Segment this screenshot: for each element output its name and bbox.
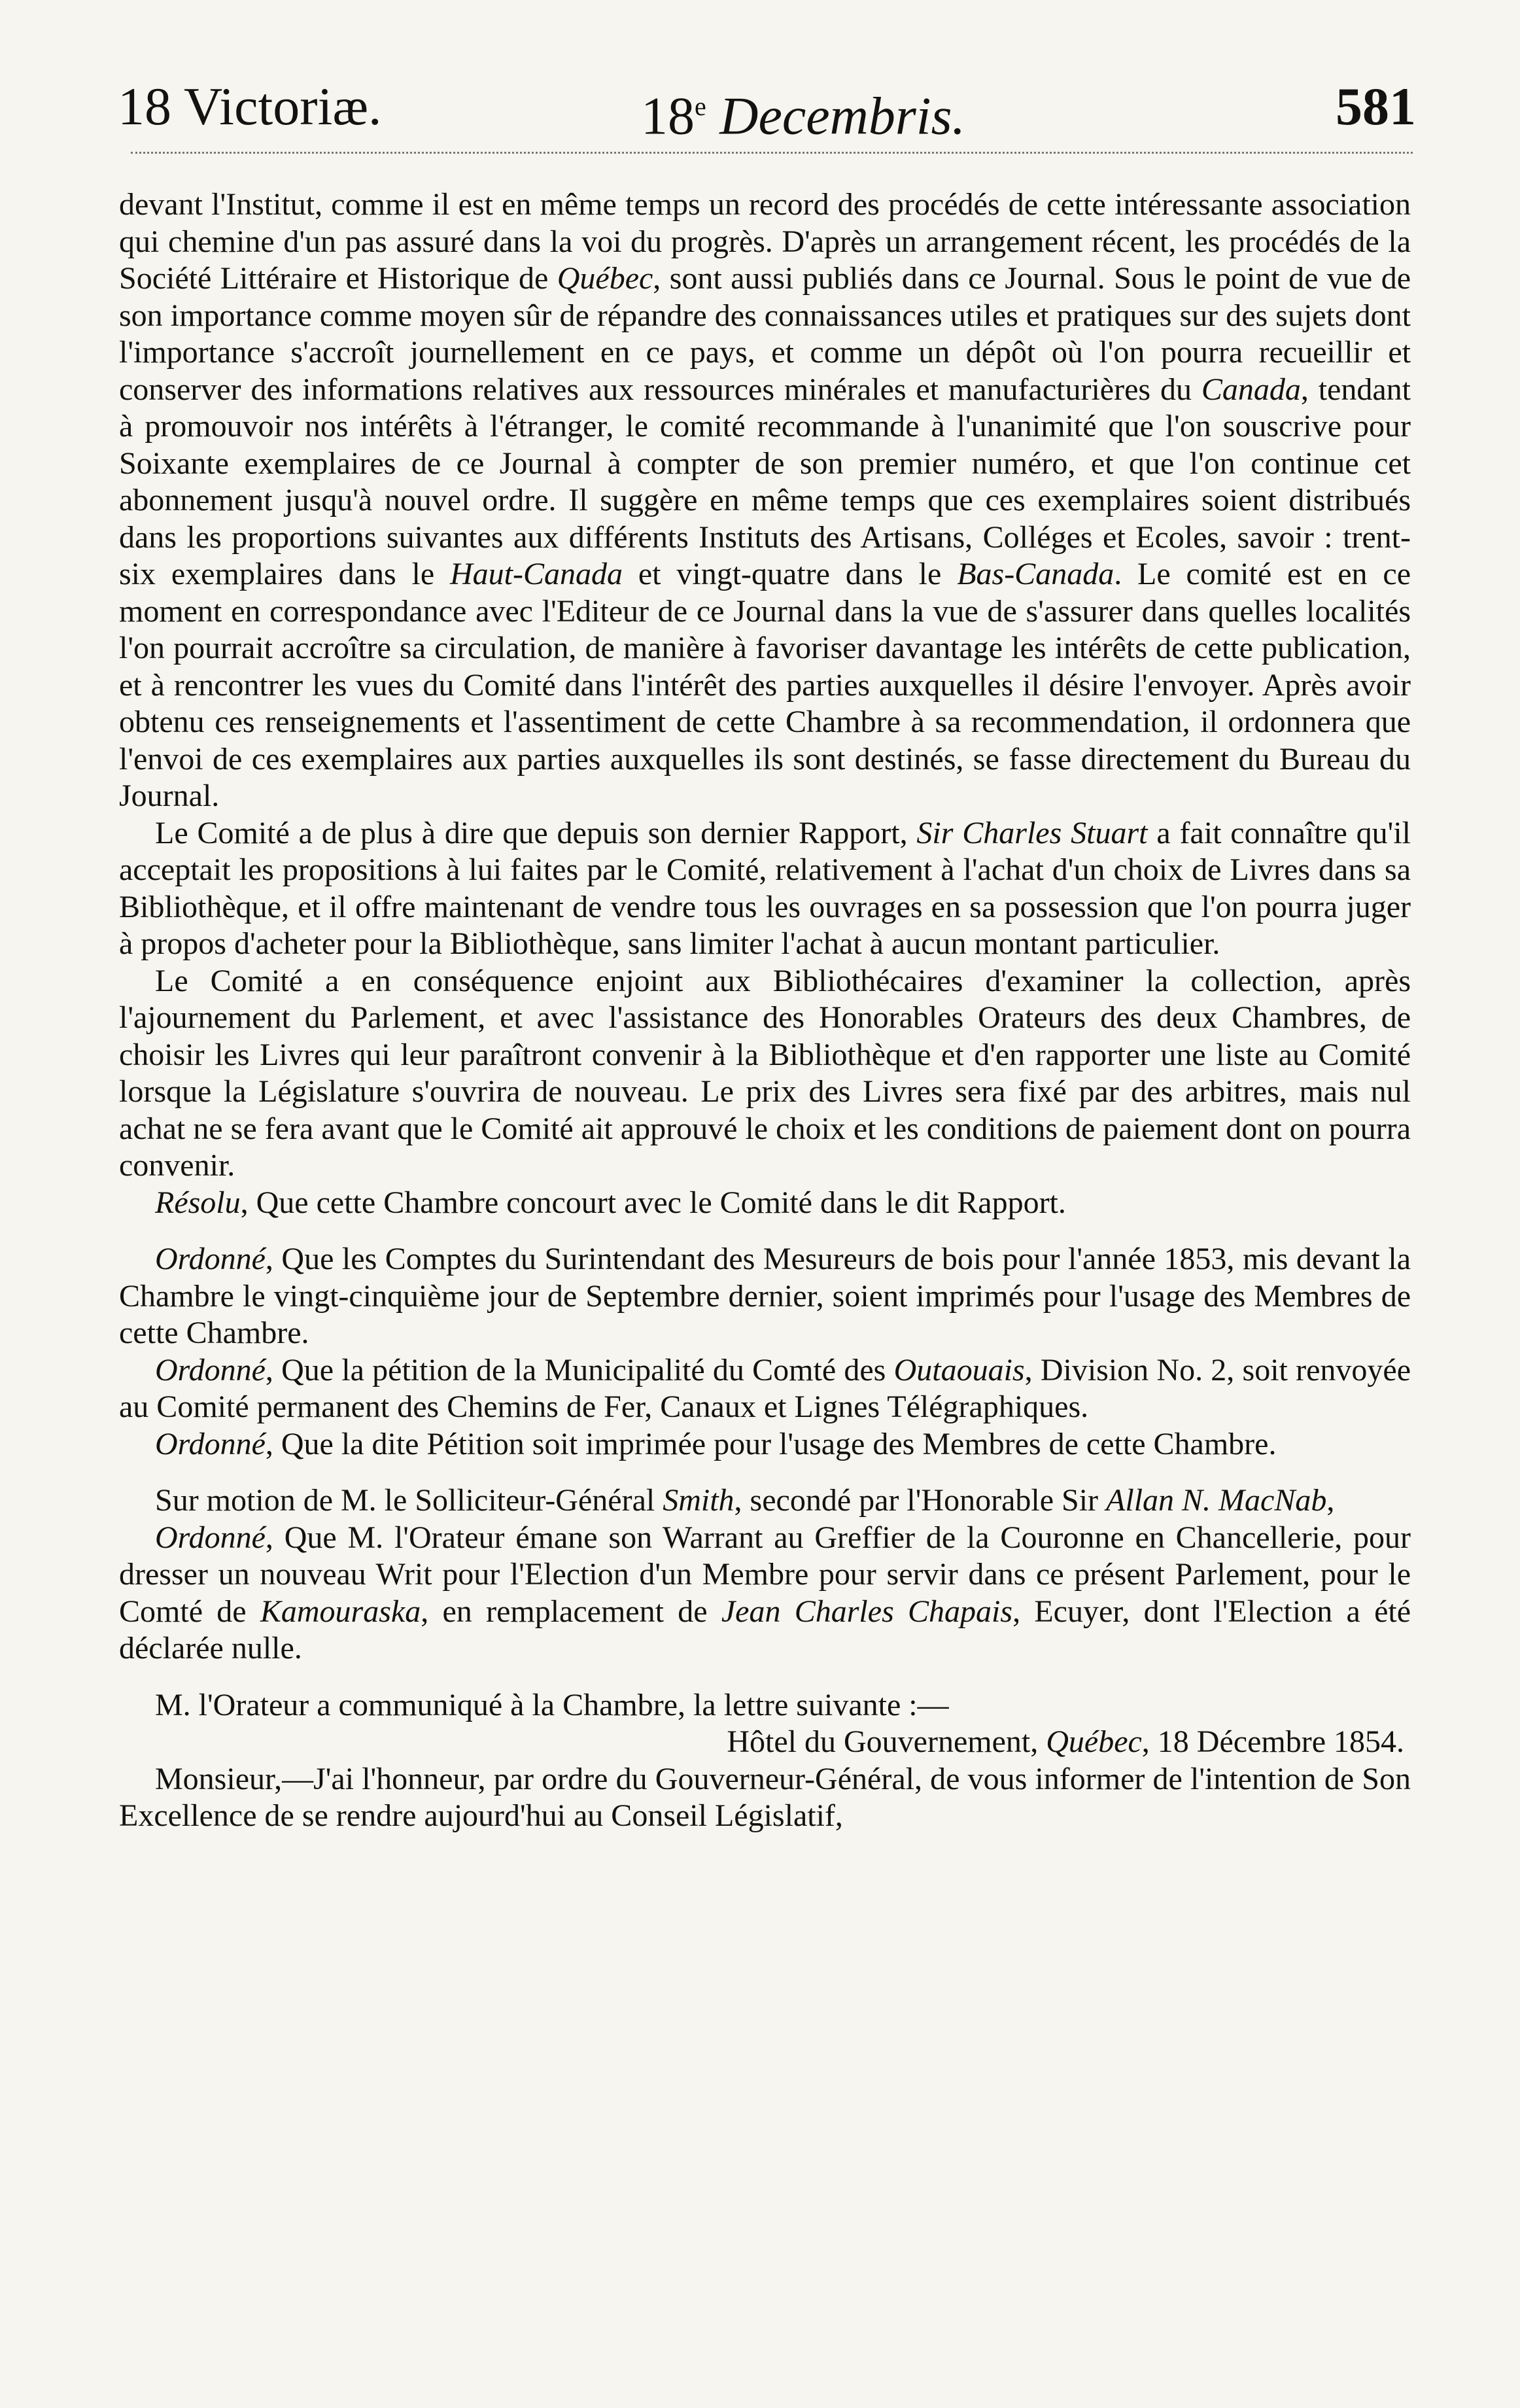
header-rule [131, 152, 1413, 154]
paragraph-resolved: Résolu, Que cette Chambre concourt avec le Comité dans le dit Rapport. [155, 1185, 1066, 1220]
paragraph-librarians: Le Comité a en conséquence enjoint aux Bibliothécaires d'examiner la collection, après l'ajournement du Parlement, et avec l'assistance des Honorables Orateurs des deux Chambres, de choisir les Livres qui leur paraîtront convenir à la Bibliothèque et d'en rapporter une liste au Comité lorsque la Législature s'ouvrira de nouveau. Le prix des Livres sera fixé par des arbitres, mais nul achat ne se fera avant que le Comité ait approuvé le choix et les conditions de paiement dont on pourra convenir. [119, 963, 1411, 1183]
header-date: 18e Decembris. [641, 86, 965, 146]
letter-body: Monsieur,—J'ai l'honneur, par ordre du Gouverneur-Général, de vous informer de l'intention de Son Excellence de se rendre aujourd'hui au Conseil Législatif, [119, 1761, 1411, 1833]
paragraph-sir-charles-stuart: Le Comité a de plus à dire que depuis son dernier Rapport, Sir Charles Stuart a fait connaître qu'il acceptait les propositions à lui faites par le Comité, relativement à l'achat d'un choix de Livres dans sa Bibliothèque, et il offre maintenant de vendre tous les ouvrages en sa possession que l'on pourra juger à propos d'acheter pour la Bibliothèque, sans limiter l'achat à aucun montant particulier. [119, 815, 1411, 961]
paragraph-order-petition-print: Ordonné, Que la dite Pétition soit imprimée pour l'usage des Membres de cette Chambre. [155, 1426, 1277, 1461]
paragraph-journal-report: devant l'Institut, comme il est en même temps un record des procédés de cette intéressante association qui chemine d'un pas assuré dans la voi du progrès. D'après un arrangement récent, les procédés de la Société Littéraire et Historique de Québec, sont aussi publiés dans ce Journal. Sous le point de vue de son importance comme moyen sûr de répandre des connaissances utiles et pratiques sur des sujets dont l'importance s'accroît journellement en ce pays, et comme un dépôt où l'on pourra recueillir et conserver des informations relatives aux ressources minérales et manufacturières du Canada, tendant à promouvoir nos intérêts à l'étranger, le comité recommande à l'unanimité que l'on souscrive pour Soixante exemplaires de ce Journal à compter de son premier numéro, et que l'on continue cet abonnement jusqu'à nouvel ordre. Il suggère en même temps que ces exemplaires soient distribués dans les proportions suivantes aux différents Instituts des Artisans, Colléges et Ecoles, savoir : trent-six exemplaires dans le Haut-Canada et vingt-quatre dans le Bas-Canada. Le comité est en ce moment en correspondance avec l'Editeur de ce Journal dans la vue de s'assurer dans quelles localités l'on pourrait accroître sa circulation, de manière à favoriser davantage les intérêts de cette publication, et à rencontrer les vues du Comité dans l'intérêt des parties auxquelles il désire l'envoyer. Après avoir obtenu ces renseignements et l'assentiment de cette Chambre à sa recommendation, il ordonnera que l'envoi de ces exemplaires aux parties auxquelles ils sont destinés, se fasse directement du Bureau du Journal. [119, 187, 1411, 813]
letter-dateline: Hôtel du Gouvernement, Québec, 18 Décembre 1854. [727, 1724, 1404, 1759]
running-header [118, 71, 1416, 146]
header-regnal-year: 18 Victoriæ. [118, 77, 382, 136]
paragraph-order-accounts: Ordonné, Que les Comptes du Surintendant des Mesureurs de bois pour l'année 1853, mis devant la Chambre le vingt-cinquième jour de Septembre dernier, soient imprimés pour l'usage des Membres de cette Chambre. [119, 1242, 1411, 1350]
paragraph-motion: Sur motion de M. le Solliciteur-Général Smith, secondé par l'Honorable Sir Allan N. MacNab, [155, 1483, 1335, 1518]
paragraph-order-warrant: Ordonné, Que M. l'Orateur émane son Warrant au Greffier de la Couronne en Chancellerie, pour dresser un nouveau Writ pour l'Election d'un Membre pour servir dans ce présent Parlement, pour le Comté de Kamouraska, en remplacement de Jean Charles Chapais, Ecuyer, dont l'Election a été déclarée nulle. [119, 1520, 1411, 1666]
paragraph-order-petition-referral: Ordonné, Que la pétition de la Municipalité du Comté des Outaouais, Division No. 2, soit renvoyée au Comité permanent des Chemins de Fer, Canaux et Lignes Télégraphiques. [119, 1352, 1411, 1424]
body-text [119, 186, 1411, 1835]
page-number: 581 [1336, 77, 1416, 136]
paragraph-speaker-letter: M. l'Orateur a communiqué à la Chambre, la lettre suivante :— [155, 1687, 949, 1722]
